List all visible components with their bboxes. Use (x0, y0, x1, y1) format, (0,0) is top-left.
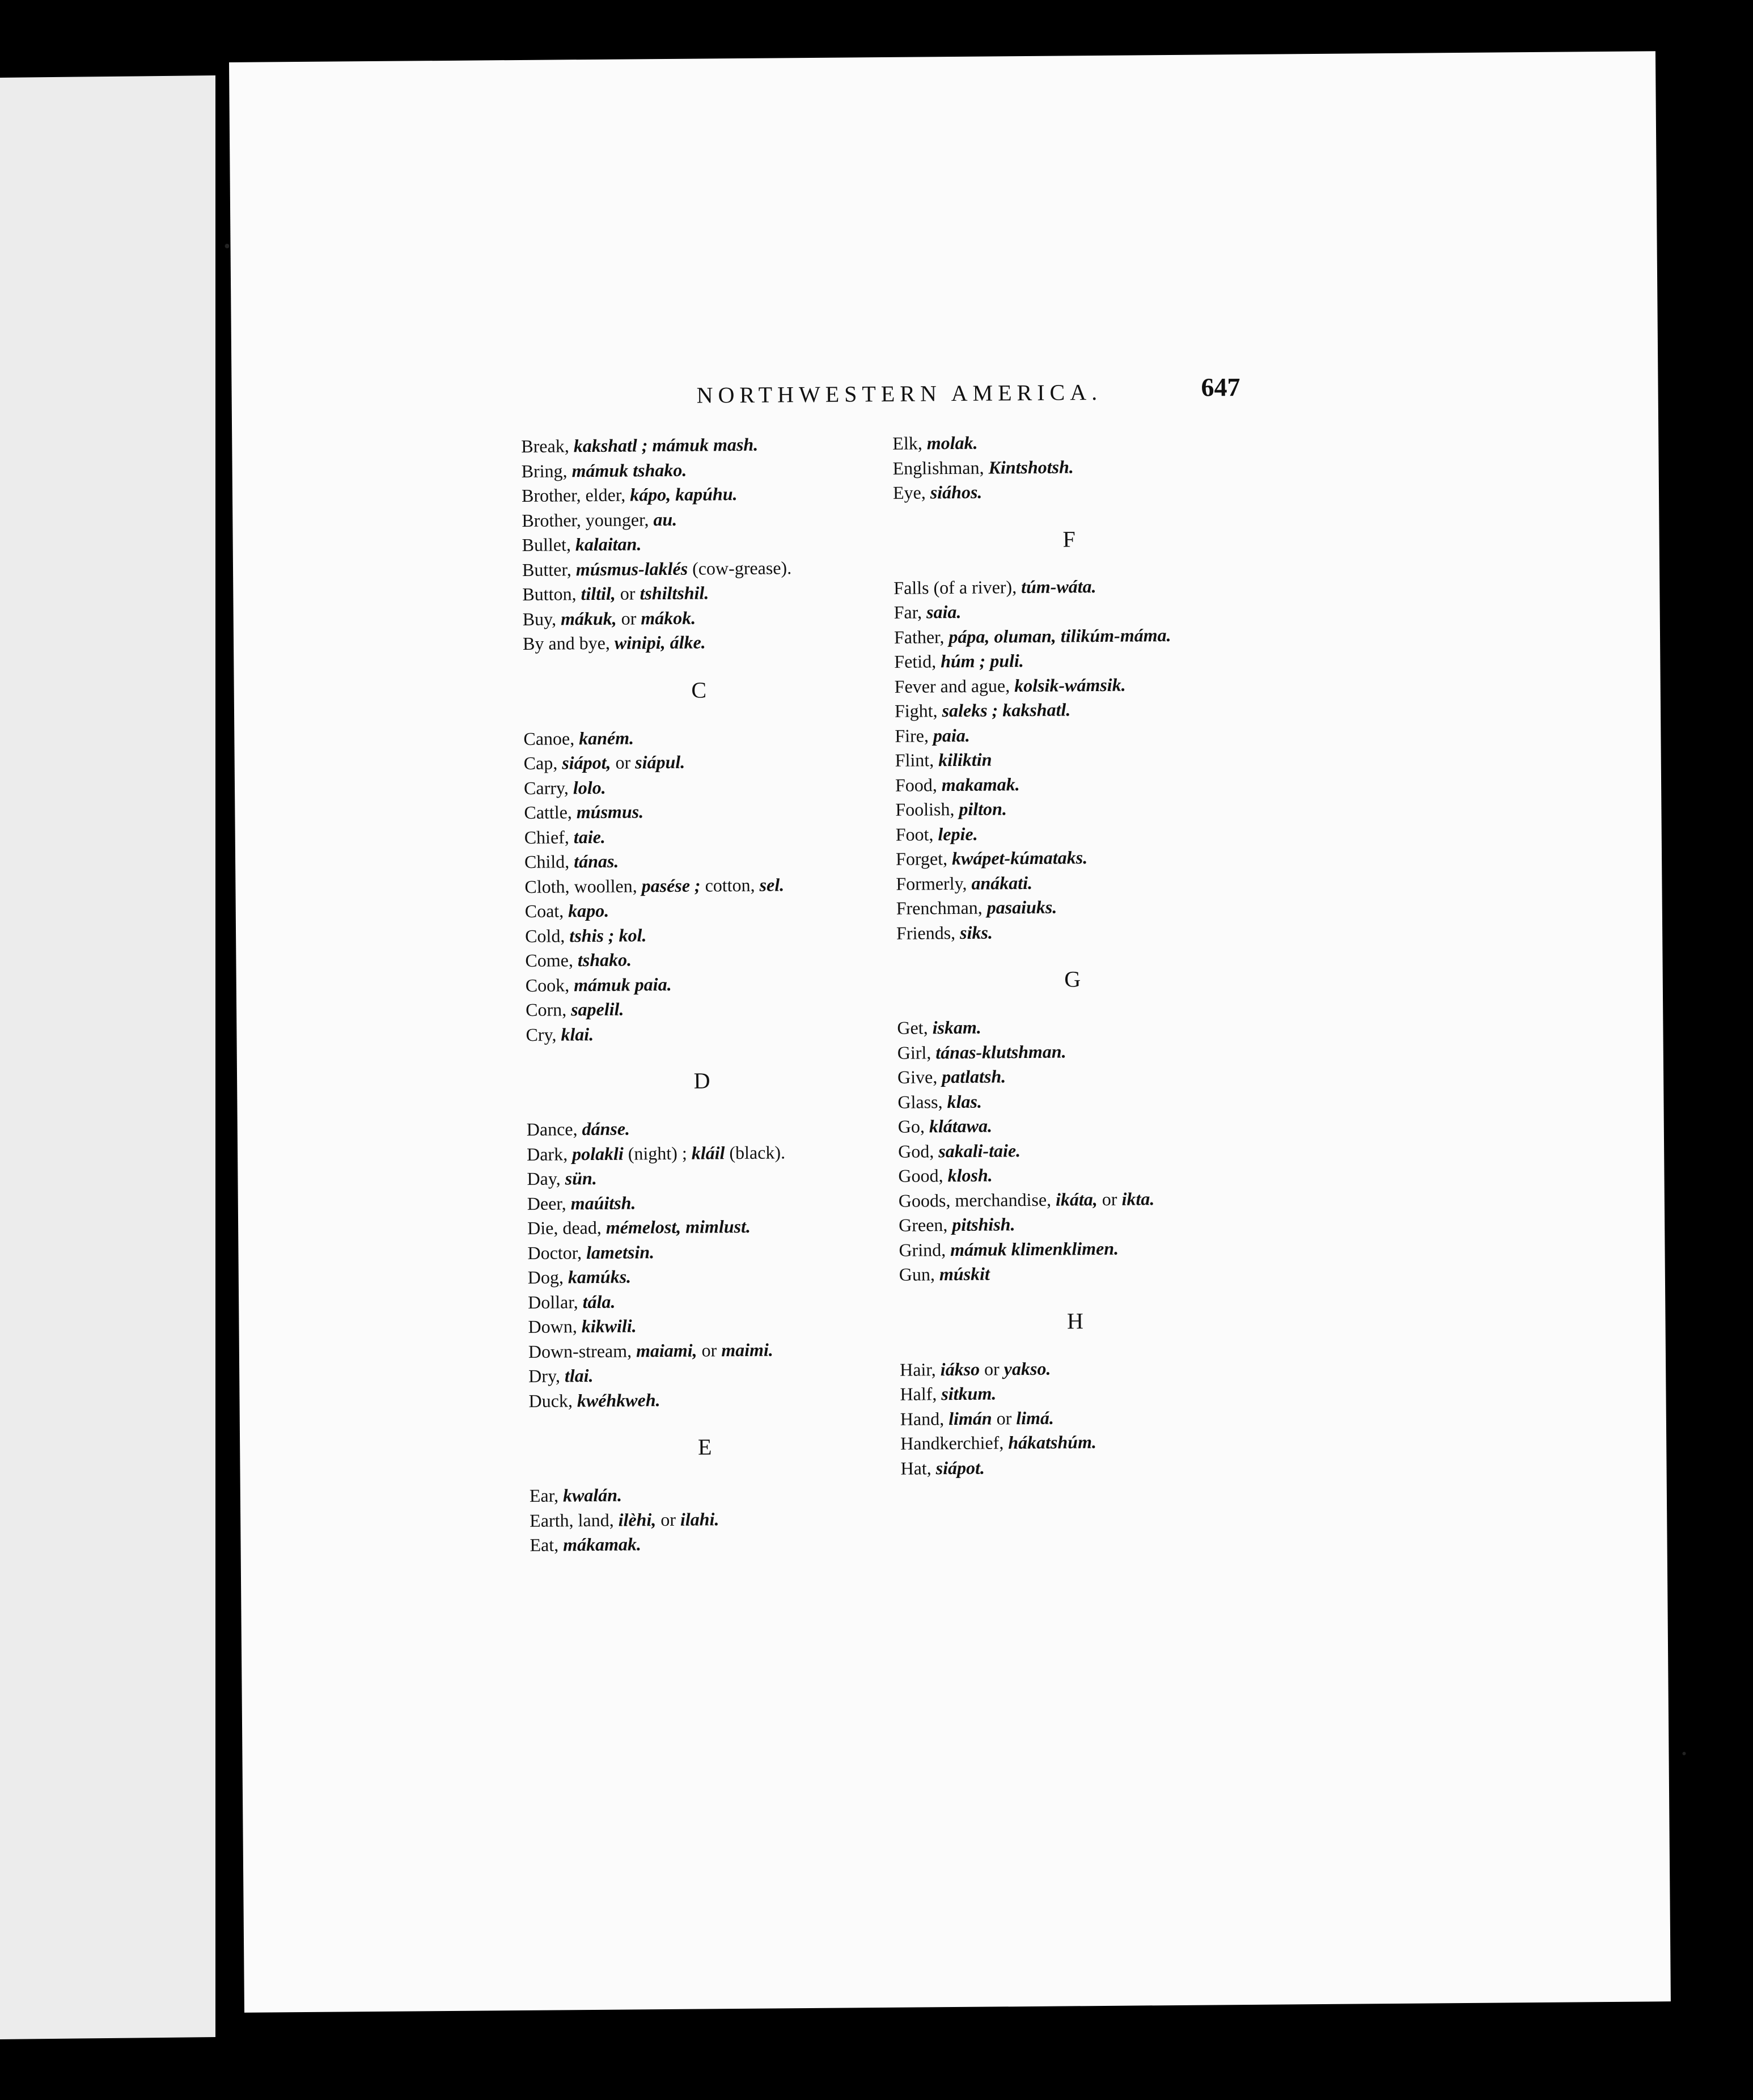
english-term: (cow-grease). (687, 557, 792, 579)
vocabulary-entry (895, 745, 1337, 773)
native-term: saia. (926, 601, 962, 623)
english-term: or (615, 583, 640, 604)
english-term: Cook, (525, 974, 574, 996)
english-term: Eat, (530, 1534, 564, 1555)
english-term: Give, (897, 1066, 942, 1087)
native-term: kakshatl ; mámuk mash. (573, 434, 759, 456)
vocabulary-entry (898, 1111, 1340, 1140)
vocabulary-entry (894, 572, 1336, 600)
english-term: (black). (725, 1141, 786, 1163)
vocabulary-entry (899, 1210, 1341, 1238)
vocabulary-entry (897, 1086, 1340, 1115)
english-term: cotton, (700, 874, 760, 896)
english-term: Englishman, (892, 457, 989, 479)
native-term: winipi, álke. (614, 632, 706, 653)
english-term: Deer, (527, 1192, 571, 1214)
native-term: kolsik-wámsik. (1014, 674, 1126, 696)
native-term: kamúks. (568, 1266, 632, 1288)
english-term: or (656, 1509, 681, 1530)
vocabulary-entry (897, 1013, 1339, 1041)
native-term: siks. (959, 921, 993, 943)
native-term: siápul. (635, 751, 685, 773)
native-term: au. (653, 509, 678, 530)
english-term: Hair, (900, 1358, 941, 1380)
english-term: Dance, (526, 1119, 582, 1140)
english-term: or (992, 1407, 1017, 1429)
native-term: klátawa. (929, 1115, 993, 1137)
english-term: Doctor, (527, 1242, 587, 1263)
english-term: Bullet, (522, 534, 576, 555)
native-term: klas. (947, 1091, 983, 1112)
native-term: kwéhkweh. (577, 1389, 660, 1411)
native-term: pasaiuks. (986, 896, 1057, 918)
print-speck (225, 244, 230, 248)
english-term: Elk, (892, 433, 927, 454)
english-term: Get, (897, 1017, 933, 1038)
native-term: kláil (691, 1142, 725, 1163)
english-term: or (697, 1339, 722, 1361)
native-term: músmus-laklés (575, 558, 688, 579)
english-term: Button, (522, 583, 581, 604)
english-term: Handkerchief, (900, 1432, 1009, 1454)
english-term: Duck, (528, 1390, 578, 1411)
vocabulary-entry (530, 1505, 972, 1533)
vocabulary-column-right (892, 428, 1343, 1481)
english-term: Cloth, woollen, (524, 875, 642, 897)
vocabulary-entry (896, 917, 1339, 946)
native-term: polakli (571, 1143, 624, 1164)
vocabulary-entry (899, 1185, 1341, 1213)
native-term: múskit (939, 1263, 990, 1285)
section-letter: C (691, 676, 707, 703)
native-term: patlatsh. (942, 1066, 1006, 1087)
english-term: Fever and ague, (894, 675, 1015, 697)
native-term: ilèhi, (618, 1509, 657, 1530)
english-term: Friends, (896, 922, 960, 943)
native-term: maúitsh. (570, 1192, 636, 1213)
english-term: Forget, (895, 848, 952, 869)
page-header (231, 369, 1658, 420)
native-term: lepie. (938, 823, 978, 844)
native-term: mákok. (641, 607, 696, 628)
english-term: Coat, (524, 900, 569, 921)
english-term: Food, (895, 774, 942, 795)
native-term: lolo. (573, 777, 606, 798)
english-term: Chief, (524, 826, 574, 848)
native-term: tiltil, (581, 583, 616, 604)
english-term: Gun, (899, 1264, 940, 1285)
native-term: maimi. (721, 1339, 773, 1360)
english-term: Eye, (892, 482, 930, 503)
vocabulary-entry (895, 720, 1337, 748)
native-term: kwalán. (562, 1484, 623, 1506)
native-term: tshis ; kol. (569, 924, 647, 946)
native-term: tlai. (564, 1365, 594, 1386)
english-term: Cap, (523, 752, 562, 773)
native-term: kaném. (578, 727, 634, 748)
english-term: Far, (894, 602, 927, 623)
page-number: 647 (1201, 372, 1240, 402)
native-term: lametsin. (586, 1241, 655, 1263)
native-term: yakso. (1003, 1358, 1051, 1379)
native-term: músmus. (576, 801, 644, 823)
native-term: saleks ; kakshatl. (942, 699, 1071, 721)
native-term: ilahi. (680, 1508, 719, 1530)
english-term: Earth, land, (530, 1509, 619, 1531)
vocabulary-entry (895, 671, 1337, 699)
english-term: Foolish, (895, 798, 959, 820)
vocabulary-entry (892, 428, 1335, 456)
native-term: kápo, kapúhu. (630, 483, 738, 505)
english-term: Good, (898, 1165, 948, 1186)
english-term: Corn, (525, 999, 571, 1020)
english-term: Hand, (900, 1408, 949, 1429)
vocabulary-entry (900, 1428, 1343, 1457)
native-term: taie. (573, 826, 605, 847)
vocabulary-entry (898, 1136, 1340, 1164)
english-term: Die, dead, (527, 1217, 606, 1238)
english-term: Butter, (522, 558, 576, 580)
english-term: Ear, (529, 1485, 564, 1506)
native-term: makamak. (941, 773, 1020, 795)
native-term: ikta. (1121, 1188, 1155, 1209)
native-term: limán (948, 1408, 992, 1429)
vocabulary-entry (894, 646, 1336, 675)
vocabulary-entry (893, 477, 1335, 506)
native-term: kalaitan. (575, 534, 642, 555)
native-term: siáhos. (930, 481, 983, 503)
vocabulary-entry (897, 1037, 1340, 1065)
native-term: kwápet-kúmataks. (951, 847, 1088, 869)
vocabulary-entry (895, 794, 1337, 823)
native-term: hákatshúm. (1008, 1432, 1097, 1453)
native-term: tánas-klutshman. (935, 1040, 1066, 1062)
section-letter: E (697, 1434, 712, 1460)
native-term: sel. (759, 874, 785, 895)
native-term: siápot. (935, 1457, 985, 1478)
facing-page-edge (0, 75, 215, 2039)
english-term: Brother, elder, (521, 484, 630, 506)
english-term: Formerly, (896, 873, 972, 894)
english-term: or (616, 607, 641, 629)
vocabulary-entry (899, 1234, 1341, 1263)
native-term: sün. (565, 1167, 597, 1189)
english-term: Bring, (521, 460, 572, 481)
vocabulary-entry (896, 868, 1338, 896)
english-term: Cry, (526, 1023, 561, 1045)
english-term: Half, (900, 1383, 942, 1404)
english-term: God, (897, 1140, 939, 1162)
english-term: Hat, (900, 1457, 936, 1479)
vocabulary-entry (896, 893, 1339, 921)
native-term: kiliktin (938, 749, 992, 770)
native-term: molak. (926, 432, 978, 454)
native-term: mémelost, mimlust. (605, 1216, 751, 1238)
native-term: tála. (582, 1291, 616, 1312)
english-term: Fetid, (894, 651, 941, 672)
english-term: Father, (894, 626, 949, 647)
vocabulary-entry (896, 819, 1338, 847)
vocabulary-entry (897, 1062, 1340, 1090)
native-term: klai. (561, 1023, 594, 1044)
native-term: maiami, (636, 1340, 697, 1361)
english-term: Fire, (895, 725, 934, 746)
english-term: Falls (of a river), (894, 576, 1022, 598)
vocabulary-entry (900, 1379, 1342, 1407)
native-term: klosh. (947, 1165, 993, 1186)
native-term: anákati. (971, 872, 1033, 894)
native-term: sapelil. (570, 998, 624, 1020)
english-term: Dark, (526, 1143, 573, 1165)
vocabulary-entry (895, 696, 1337, 724)
native-term: ikáta, (1055, 1188, 1098, 1210)
native-term: kapo. (568, 900, 609, 921)
native-term: pitshish. (952, 1214, 1015, 1235)
english-term: Down, (528, 1316, 582, 1337)
native-term: mákuk, (560, 608, 617, 629)
native-term: iskam. (932, 1017, 981, 1038)
english-term: Buy, (522, 608, 561, 629)
native-term: dánse. (582, 1118, 630, 1140)
english-term: Grind, (899, 1239, 951, 1260)
vocabulary-entry (898, 1161, 1340, 1189)
english-term: Child, (524, 851, 574, 872)
english-term: Dollar, (528, 1291, 583, 1312)
native-term: tánas. (574, 850, 619, 872)
native-term: tshiltshil. (640, 582, 709, 604)
english-term: Go, (897, 1116, 930, 1137)
native-term: Kintshotsh. (988, 456, 1074, 478)
native-term: kikwili. (581, 1315, 637, 1337)
section-letter: H (1066, 1307, 1084, 1333)
english-term: Canoe, (523, 727, 579, 749)
vocabulary-entry (894, 621, 1336, 650)
native-term: túm-wáta. (1021, 575, 1096, 597)
native-term: mámuk paia. (573, 973, 672, 995)
native-term: limá. (1016, 1407, 1055, 1428)
native-term: sakali-taie. (938, 1140, 1021, 1161)
native-term: pápa, oluman, tilikúm-máma. (949, 624, 1171, 647)
english-term: Girl, (897, 1041, 936, 1063)
print-speck (1682, 1752, 1686, 1755)
english-term: Brother, younger, (522, 509, 654, 531)
vocabulary-entry (530, 1530, 972, 1558)
native-term: paia. (933, 725, 970, 746)
english-term: or (1097, 1188, 1122, 1209)
native-term: tshako. (577, 949, 632, 971)
section-letter: D (693, 1068, 710, 1094)
book-page (229, 51, 1671, 2013)
english-term: By and bye, (522, 632, 615, 654)
native-term: siápot, (562, 752, 611, 773)
vocabulary-entry (900, 1453, 1343, 1481)
english-term: Dry, (528, 1365, 565, 1386)
english-term: Foot, (895, 823, 938, 845)
vocabulary-entry (896, 844, 1338, 872)
english-term: Down-stream, (528, 1340, 637, 1362)
english-term: Dog, (527, 1267, 569, 1288)
native-term: húm ; puli. (940, 650, 1024, 672)
english-term: Flint, (895, 750, 939, 770)
english-term: Come, (525, 950, 578, 971)
native-term: sitkum. (941, 1383, 997, 1404)
native-term: iákso (940, 1358, 980, 1379)
english-term: Cattle, (524, 802, 577, 823)
native-term: pilton. (959, 798, 1007, 819)
english-term: or (611, 752, 636, 773)
english-term: Goods, merchandise, (898, 1189, 1056, 1211)
english-term: Cold, (524, 925, 570, 946)
vocabulary-entry (895, 769, 1337, 798)
vocabulary-entry (900, 1354, 1342, 1382)
english-term: Green, (899, 1214, 952, 1235)
book-gutter (217, 68, 229, 2052)
vocabulary-entry (892, 452, 1335, 481)
native-term: mámuk klimenklimen. (950, 1238, 1119, 1260)
english-term: Carry, (523, 777, 573, 798)
english-term: Fight, (894, 700, 942, 721)
vocabulary-entry (894, 597, 1336, 625)
english-term: or (979, 1358, 1004, 1379)
vocabulary-entry (899, 1259, 1341, 1288)
vocabulary-entry (900, 1403, 1343, 1432)
section-letter: F (1062, 526, 1075, 552)
running-head: NORTHWESTERN AMERICA. (696, 379, 1103, 408)
english-term: Glass, (897, 1091, 947, 1112)
native-term: mákamak. (563, 1534, 642, 1555)
section-letter: G (1064, 966, 1081, 992)
english-term: Break, (521, 435, 574, 456)
english-term: Frenchman, (896, 897, 987, 918)
english-term: (night) ; (623, 1142, 692, 1164)
english-term: Day, (527, 1168, 565, 1189)
native-term: pasése ; (641, 875, 701, 896)
vocabulary-entry (530, 1480, 972, 1509)
native-term: mámuk tshako. (571, 459, 687, 481)
